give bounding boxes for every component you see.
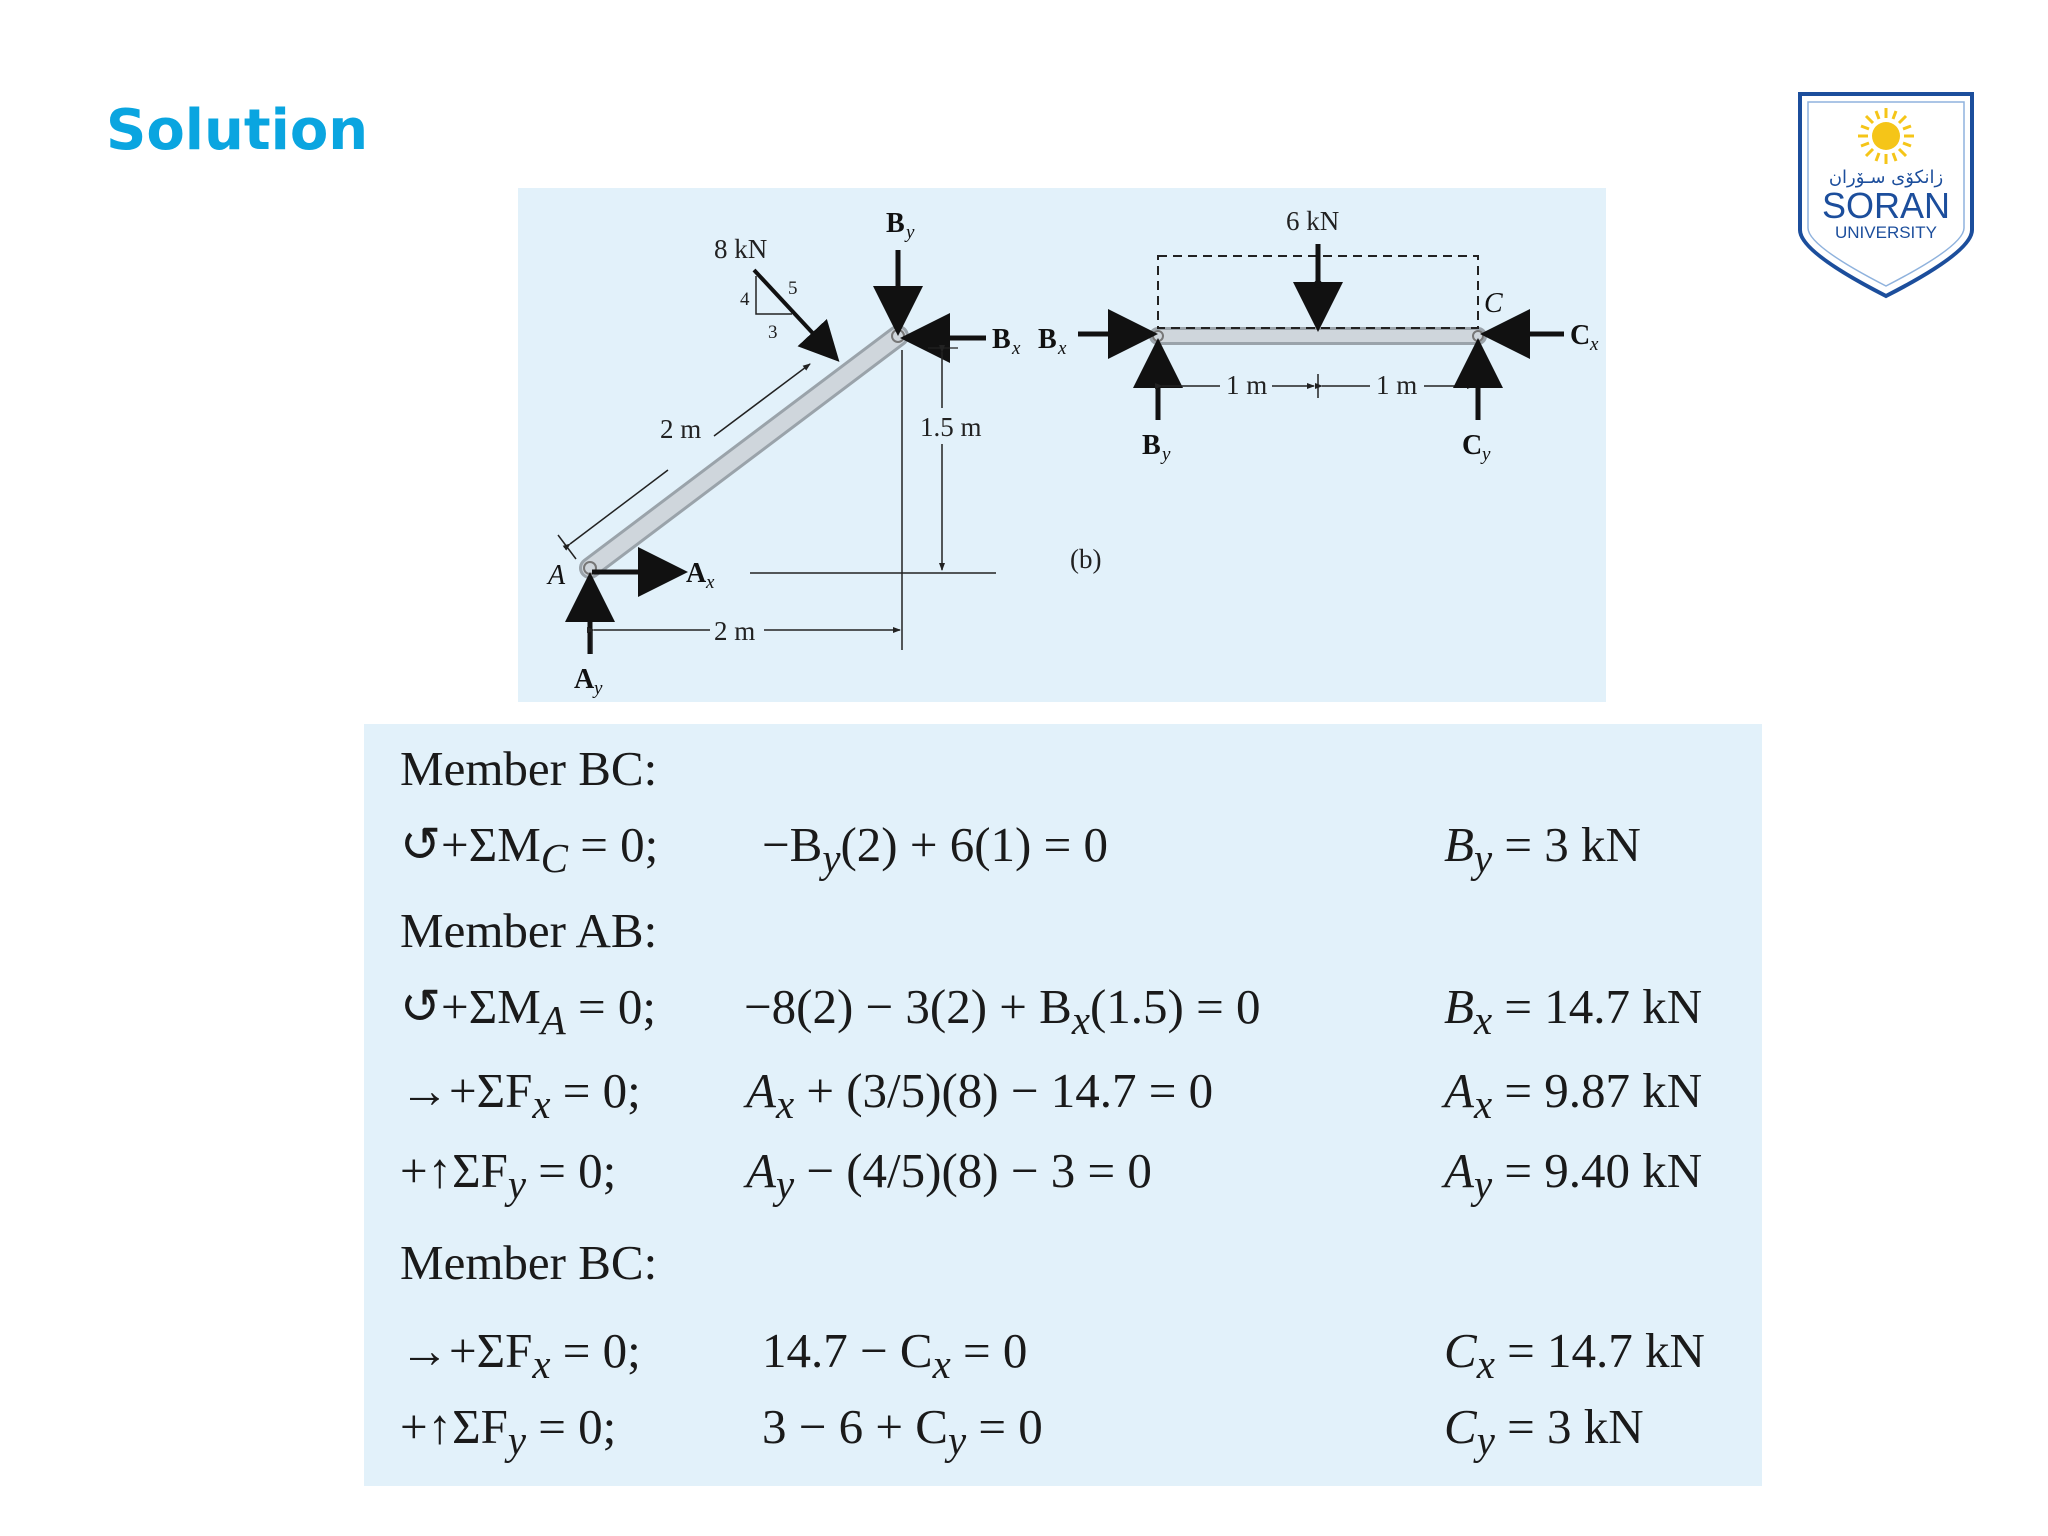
force-cx-sub: x	[1590, 334, 1599, 355]
fbd-svg	[518, 188, 1606, 702]
horizontal-ab-label: 2 m	[714, 616, 756, 646]
equation-expression: $A_x + (3/5)(8) - 14.7 = 0$	[746, 1063, 1214, 1127]
equation-result: $B_y = 3$ kN	[1444, 817, 1641, 881]
load-6kn-label: 6 kN	[1286, 206, 1340, 236]
force-by-bc-sub: y	[1162, 444, 1171, 465]
free-body-diagram	[518, 188, 1606, 702]
load-8kn-label: 8 kN	[714, 234, 768, 264]
force-bx-ab-sub: x	[1012, 338, 1021, 359]
sun-icon	[1858, 108, 1914, 164]
slope-4: 4	[740, 289, 750, 310]
equation-condition: $\to+\Sigma F_x = 0$;	[400, 1323, 641, 1387]
equation-result: $A_x = 9.87$ kN	[1444, 1063, 1703, 1127]
slope-3: 3	[768, 322, 778, 343]
heading-member-bc-1: Member BC:	[400, 741, 658, 796]
force-cy-label: C	[1462, 430, 1483, 461]
force-bx-bc-sub: x	[1058, 338, 1067, 359]
force-ax-sub: x	[706, 572, 715, 593]
force-ay-sub: y	[594, 678, 603, 699]
force-bx-bc-label: B	[1038, 324, 1057, 355]
equation-row-3	[364, 1062, 1762, 1132]
equation-condition: $+↑\Sigma F_y = 0$;	[400, 1399, 617, 1463]
equation-expression: $-8(2) - 3(2) + B_x(1.5) = 0$	[744, 979, 1261, 1043]
equation-expression: $A_y - (4/5)(8) - 3 = 0$	[746, 1143, 1152, 1207]
pin-b	[892, 330, 904, 342]
equation-row-2	[364, 978, 1762, 1048]
equation-result: $B_x = 14.7$ kN	[1444, 979, 1703, 1043]
slide-title: Solution	[106, 98, 369, 163]
logo-subtitle: UNIVERSITY	[1834, 223, 1938, 242]
equation-condition: $↺+\Sigma M_C = 0$;	[400, 817, 659, 881]
pin-c	[1473, 331, 1483, 341]
equation-result: $A_y = 9.40$ kN	[1444, 1143, 1703, 1207]
force-cx-label: C	[1570, 320, 1591, 351]
span2-label: 1 m	[1376, 370, 1418, 400]
figure-caption: (b)	[1070, 544, 1102, 574]
span1-label: 1 m	[1226, 370, 1268, 400]
heading-member-bc-2: Member BC:	[400, 1235, 658, 1290]
force-ax-label: A	[686, 558, 707, 589]
force-cy-sub: y	[1482, 444, 1491, 465]
equation-condition: $↺+\Sigma M_A = 0$;	[400, 979, 656, 1043]
slope-triangle	[756, 276, 792, 314]
equation-row-1	[364, 816, 1762, 886]
equation-result: $C_y = 3$ kN	[1444, 1399, 1644, 1463]
force-by-ab-sub: y	[906, 222, 915, 243]
equation-row-4	[364, 1142, 1762, 1212]
slope-5: 5	[788, 278, 798, 299]
length-ab-label: 2 m	[660, 414, 702, 444]
force-by-bc-label: B	[1142, 430, 1161, 461]
force-ay-label: A	[574, 664, 595, 695]
equation-result: $C_x = 14.7$ kN	[1444, 1323, 1705, 1387]
point-a-label: A	[548, 560, 566, 591]
equation-condition: $\to+\Sigma F_x = 0$;	[400, 1063, 641, 1127]
point-c-label: C	[1484, 288, 1503, 319]
soran-university-logo	[1796, 90, 1976, 300]
height-label: 1.5 m	[920, 412, 982, 442]
force-bx-ab-label: B	[992, 324, 1011, 355]
equation-condition: $+↑\Sigma F_y = 0$;	[400, 1143, 617, 1207]
equation-expression: $14.7 - C_x = 0$	[762, 1323, 1028, 1387]
logo-shield	[1796, 90, 1976, 300]
logo-arabic-text: زانكۆی سـۆران	[1828, 167, 1944, 188]
logo-name: SORAN	[1821, 185, 1951, 226]
equation-expression: $-B_y(2) + 6(1) = 0$	[762, 817, 1108, 881]
equation-row-5	[364, 1322, 1762, 1392]
equation-expression: $3 - 6 + C_y = 0$	[762, 1399, 1043, 1463]
equation-panel	[364, 724, 1762, 1486]
force-by-ab-label: B	[886, 208, 905, 239]
heading-member-ab: Member AB:	[400, 903, 658, 958]
pin-b-bc	[1153, 331, 1163, 341]
equation-row-6	[364, 1398, 1762, 1468]
